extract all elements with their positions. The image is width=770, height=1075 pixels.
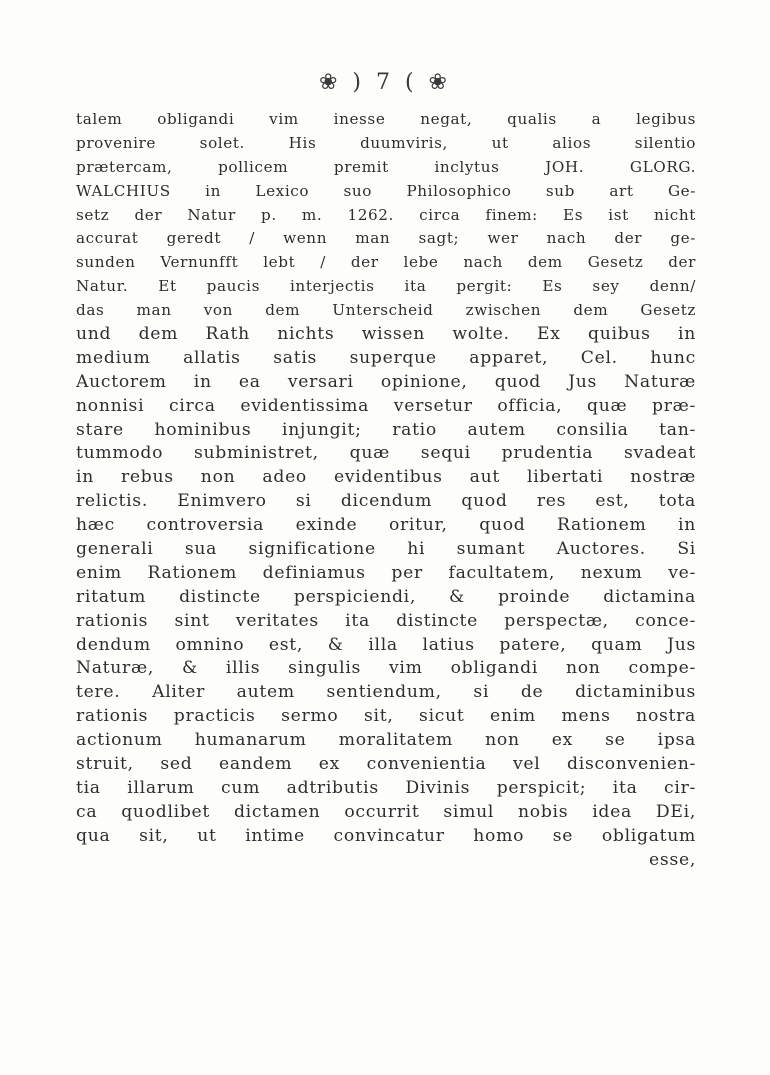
text-line: esse, <box>649 849 696 870</box>
text-line: ca quodlibet dictamen occurrit simul nobis idea DEi, <box>76 801 696 822</box>
text-line: und dem Rath nichts wissen wolte. Ex quibus in <box>76 324 696 345</box>
text-line: prætercam, pollicem premit inclytus JOH. GLORG. <box>76 157 696 176</box>
text-line: tummodo subministret, quæ sequi prudentia svadeat <box>76 443 696 464</box>
text-line: WALCHIUS in Lexico suo Philosophico sub art Ge- <box>76 181 696 200</box>
text-line: dendum omnino est, & illa latius patere, quam Jus <box>76 634 696 655</box>
text-line: nonnisi circa evidentissima versetur officia, quæ præ- <box>76 395 696 416</box>
text-line: sunden Vernunfft lebt / der lebe nach dem Gesetz der <box>76 253 696 272</box>
text-line: accurat geredt / wenn man sagt; wer nach der ge- <box>76 229 696 248</box>
text-line: relictis. Enimvero si dicendum quod res est, tota <box>76 491 696 512</box>
text-line: stare hominibus injungit; ratio autem consilia tan- <box>76 419 696 440</box>
text-line: setz der Natur p. m. 1262. circa finem: Es ist nicht <box>76 205 696 224</box>
text-line: talem obligandi vim inesse negat, qualis a legibus <box>76 110 696 128</box>
text-line: rationis sint veritates ita distincte perspectæ, conce- <box>76 610 696 631</box>
text-line: in rebus non adeo evidentibus aut libertati nostræ <box>76 467 696 488</box>
body-text <box>76 108 696 873</box>
page-header: ❀ ) 7 ( ❀ <box>318 70 451 95</box>
text-line: das man von dem Unterscheid zwischen dem Gesetz <box>76 301 696 320</box>
text-line: enim Rationem definiamus per facultatem, nexum ve- <box>76 562 696 583</box>
text-line: Natur. Et paucis interjectis ita pergit: Es sey denn/ <box>76 277 696 296</box>
text-line: generali sua significatione hi sumant Auctores. Si <box>76 539 696 560</box>
text-line: hæc controversia exinde oritur, quod Rationem in <box>76 515 696 536</box>
text-line: provenire solet. His duumviris, ut alios silentio <box>76 133 696 152</box>
text-line: struit, sed eandem ex convenientia vel disconvenien- <box>76 754 696 775</box>
text-line: Naturæ, & illis singulis vim obligandi non compe- <box>76 658 696 679</box>
text-line: qua sit, ut intime convincatur homo se obligatum <box>76 825 696 846</box>
text-line: medium allatis satis superque apparet, Cel. hunc <box>76 347 696 368</box>
text-line: Auctorem in ea versari opinione, quod Jus Naturæ <box>76 371 696 392</box>
text-line: ritatum distincte perspiciendi, & proinde dictamina <box>76 586 696 607</box>
text-line: actionum humanarum moralitatem non ex se ipsa <box>76 730 696 751</box>
text-line: tere. Aliter autem sentiendum, si de dictaminibus <box>76 682 696 703</box>
text-line: rationis practicis sermo sit, sicut enim mens nostra <box>76 706 696 727</box>
text-line: tia illarum cum adtributis Divinis perspicit; ita cir- <box>76 777 696 798</box>
